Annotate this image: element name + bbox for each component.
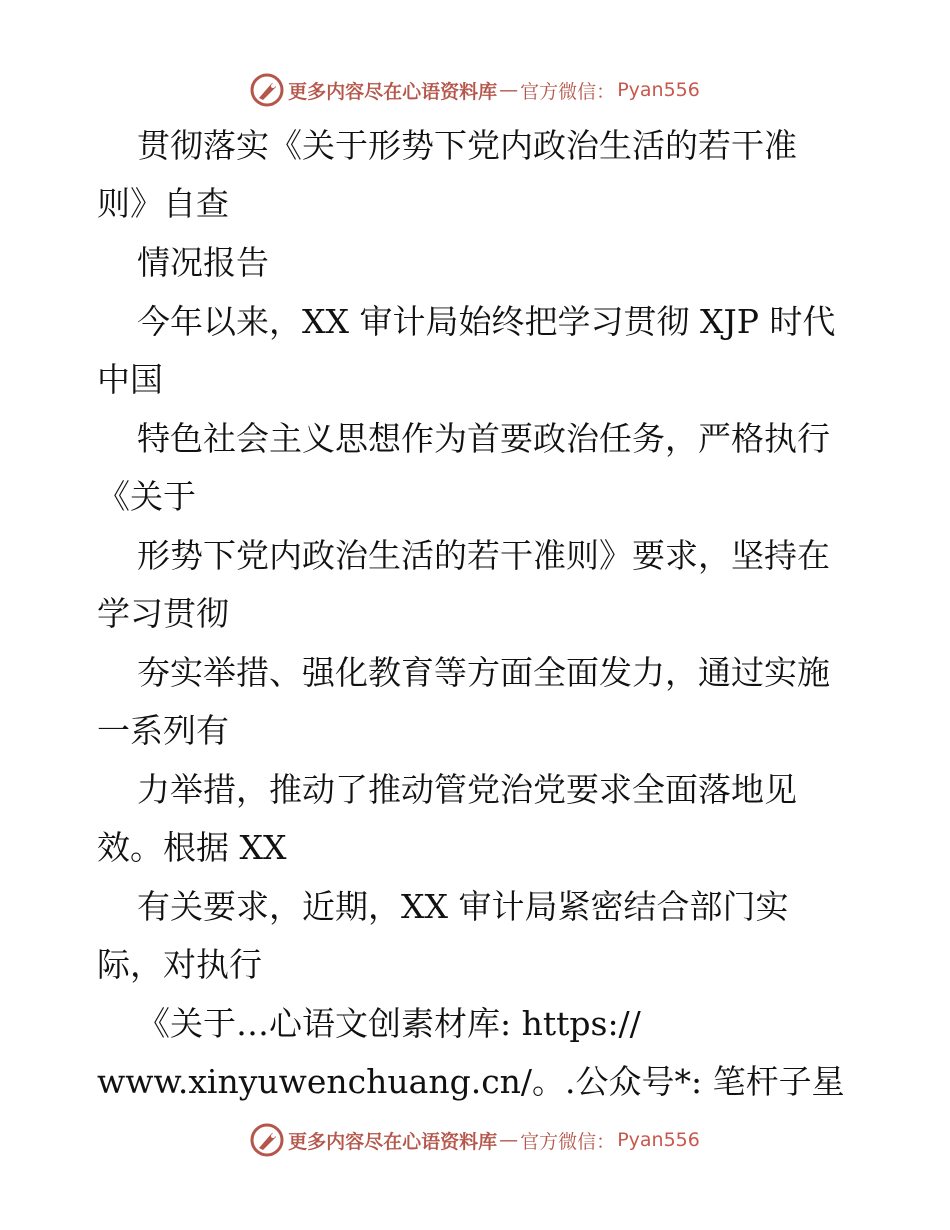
banner-wechat-label: 官方微信： <box>520 80 616 103</box>
paragraph-line: 力举措，推动了推动管党治党要求全面落地见 <box>137 770 797 809</box>
paragraph-line: 学习贯彻 <box>97 594 229 633</box>
paragraph-line: 《关于…心语文创素材库: https:// <box>137 1004 641 1043</box>
banner-separator: — <box>499 79 519 101</box>
banner-separator: — <box>499 1129 519 1151</box>
pen-nib-logo-icon <box>250 73 284 107</box>
paragraph-line: 夯实举措、强化教育等方面全面发力，通过实施 <box>137 653 830 692</box>
header-banner <box>0 70 950 110</box>
paragraph-line: 今年以来，XX 审计局始终把学习贯彻 XJP 时代 <box>137 302 836 341</box>
paragraph-line: 形势下党内政治生活的若干准则》要求，坚持在 <box>137 536 830 575</box>
footer-banner <box>0 1120 950 1160</box>
paragraph-line: 一系列有 <box>97 711 229 750</box>
paragraph-line: 有关要求，近期，XX 审计局紧密结合部门实 <box>137 887 789 926</box>
paragraph-line: 效。根据 XX <box>97 828 287 867</box>
banner-text: 更多内容尽在心语资料库 <box>288 80 498 103</box>
paragraph-line: 特色社会主义思想作为首要政治任务，严格执行 <box>137 419 830 458</box>
document-title-line: 情况报告 <box>137 243 269 282</box>
paragraph-line: 《关于 <box>97 477 196 516</box>
document-title-line: 则》自查 <box>97 184 229 223</box>
banner-wechat-id: Pyan556 <box>617 1129 700 1151</box>
pen-nib-logo-icon <box>250 1123 284 1157</box>
paragraph-line: 际，对执行 <box>97 945 262 984</box>
banner-wechat-id: Pyan556 <box>617 79 700 101</box>
banner-wechat-label: 官方微信： <box>520 1130 616 1153</box>
paragraph-line: www.xinyuwenchuang.cn/。.公众号*: 笔杆子星 <box>97 1062 845 1101</box>
banner-text: 更多内容尽在心语资料库 <box>288 1130 498 1153</box>
document-title-line: 贯彻落实《关于形势下党内政治生活的若干准 <box>137 126 797 165</box>
paragraph-line: 中国 <box>97 360 163 399</box>
